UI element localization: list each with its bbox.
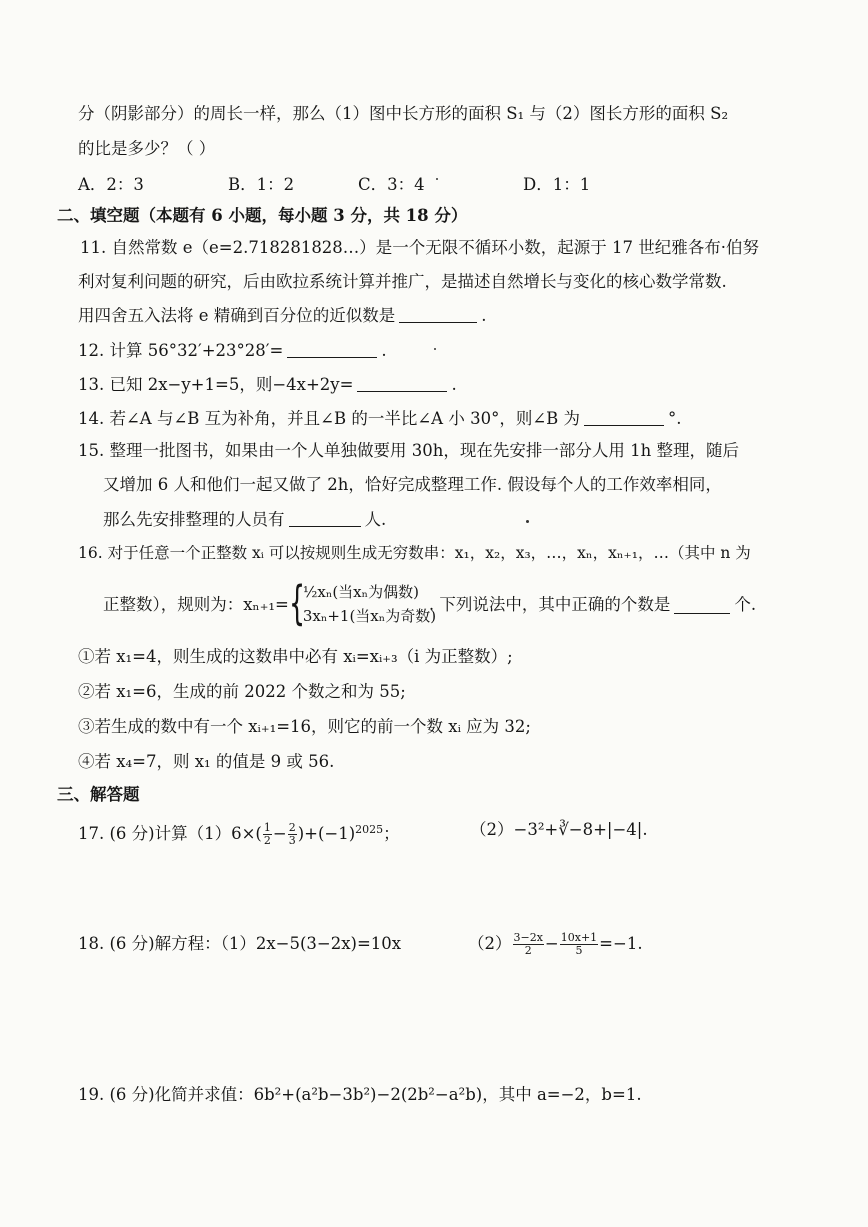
q17-f1-numerator: 1	[263, 821, 271, 834]
q15-text: 那么先安排整理的人员有	[103, 510, 285, 529]
q11-text: 用四舍五入法将 e 精确到百分位的近似数是	[78, 306, 396, 325]
q14-answer-blank[interactable]	[584, 409, 664, 426]
q15-line1: 15. 整理一批图书，如果由一个人单独做要用 30h，现在先安排一部分人用 1h 整理，随后	[78, 441, 739, 460]
q12-text: 12. 计算 56°32′+23°28′=	[78, 341, 284, 360]
q10-option-a: A．2：3	[78, 175, 144, 194]
q15-line2: 又增加 6 人和他们一起又做了 2h，恰好完成整理工作. 假设每个人的工作效率相同，	[103, 475, 722, 494]
q10-option-b: B．1：2	[228, 175, 295, 194]
q13-line	[78, 374, 457, 396]
q16-statement-1: ①若 x₁=4，则生成的这数串中必有 xᵢ=xᵢ₊₃（i 为正整数）;	[78, 647, 513, 666]
left-brace-icon: {	[288, 576, 305, 630]
q13-period: .	[451, 375, 457, 394]
scan-dot	[526, 520, 529, 523]
q17-fraction-2	[288, 822, 297, 847]
scan-dot	[436, 178, 438, 180]
q16-prompt: . 下列说法中，其中正确的个数是	[428, 595, 671, 614]
q18-minus: −	[544, 934, 559, 953]
q16-line2	[103, 576, 757, 632]
q11-answer-blank[interactable]	[399, 306, 477, 323]
q18-fraction-2	[560, 932, 598, 957]
q18-fraction-1	[513, 932, 544, 957]
q16-statement-2: ②若 x₁=6，生成的前 2022 个数之和为 55;	[78, 682, 406, 701]
q12-line	[78, 340, 387, 362]
q17-semicolon: ；	[383, 824, 400, 843]
q16-statement-3: ③若生成的数中有一个 xᵢ₊₁=16，则它的前一个数 xᵢ 应为 32;	[78, 717, 531, 736]
q18-part2-label: （2）	[468, 934, 512, 953]
q17-exponent: 2025	[355, 823, 384, 836]
q17-f2-numerator: 2	[288, 821, 296, 834]
q14-text: 14. 若∠A 与∠B 互为补角，并且∠B 的一半比∠A 小 30°，则∠B 为	[78, 409, 581, 428]
q18-f2-numerator: 10x+1	[560, 931, 598, 944]
q10-line2: 的比是多少？（ ）	[78, 139, 216, 158]
q10-options	[78, 174, 590, 196]
q12-answer-blank[interactable]	[287, 341, 377, 358]
q16-answer-blank[interactable]	[674, 597, 730, 614]
q17-minus: −	[272, 824, 287, 843]
q18-line: 18. (6 分)解方程：（1）2x−5(3−2x)=10x	[78, 934, 402, 953]
q17-line	[78, 812, 400, 848]
q11-period: .	[481, 306, 487, 325]
q11-line2: 利对复利问题的研究，后由欧拉系统计算并推广，是描述自然增长与变化的核心数学常数.	[78, 272, 727, 291]
section3-title: 三、解答题	[57, 785, 140, 804]
q13-text: 13. 已知 2x−y+1=5，则−4x+2y=	[78, 375, 354, 394]
q17-part2: （2）−3²+∛−8+|−4|.	[470, 820, 648, 839]
q18-f1-numerator: 3−2x	[513, 931, 543, 944]
q17-label: 17. (6 分)计算（1）6×(	[78, 824, 262, 843]
q13-answer-blank[interactable]	[357, 375, 447, 392]
q15-unit: 人.	[364, 510, 387, 529]
q10-option-d: D．1：1	[523, 175, 591, 194]
scan-dot	[434, 348, 436, 350]
q14-line	[78, 408, 682, 430]
q16-statement-4: ④若 x₄=7，则 x₁ 的值是 9 或 56.	[78, 752, 335, 771]
q16-line1: 16. 对于任意一个正整数 xᵢ 可以按规则生成无穷数串：x₁，x₂，x₃，…，xₙ，xₙ₊₁，…（其中 n 为	[78, 544, 751, 562]
q15-answer-blank[interactable]	[289, 510, 361, 527]
q15-line3	[103, 509, 386, 531]
q12-period: .	[381, 341, 387, 360]
q16-case-even: ½xₙ(当xₙ为偶数)	[302, 583, 419, 601]
q11-line1: 11. 自然常数 e（e=2.718281828…）是一个无限不循环小数，起源于 17 世纪雅各布·伯努	[80, 238, 760, 257]
q18-part2	[468, 926, 643, 962]
q18-equals: =−1.	[599, 934, 643, 953]
q16-case-odd: 3xₙ+1(当xₙ为奇数)	[302, 607, 437, 625]
bleed-through-text	[560, 309, 760, 328]
q17-f2-denominator: 3	[288, 834, 296, 847]
q16-unit: 个.	[734, 595, 757, 614]
q16-rule-label: 正整数），规则为：xₙ₊₁=	[103, 595, 289, 614]
q17-fraction-1	[263, 822, 272, 847]
section2-title: 二、填空题（本题有 6 小题，每小题 3 分，共 18 分）	[57, 206, 468, 225]
q14-degree: °.	[668, 409, 682, 428]
q19-line: 19. (6 分)化简并求值：6b²+(a²b−3b²)−2(2b²−a²b)，其中 a=−2，b=1.	[78, 1085, 642, 1104]
q18-f2-denominator: 5	[575, 944, 583, 957]
q11-line3	[78, 305, 487, 327]
q17-rest: )+(−1)	[297, 824, 356, 843]
q18-f1-denominator: 2	[524, 944, 532, 957]
q17-f1-denominator: 2	[263, 834, 271, 847]
q16-piecewise-rule	[288, 576, 437, 630]
q10-option-c: C．3：4	[358, 175, 425, 194]
q10-line1: 分（阴影部分）的周长一样，那么（1）图中长方形的面积 S₁ 与（2）图长方形的面积 S₂	[78, 104, 729, 123]
